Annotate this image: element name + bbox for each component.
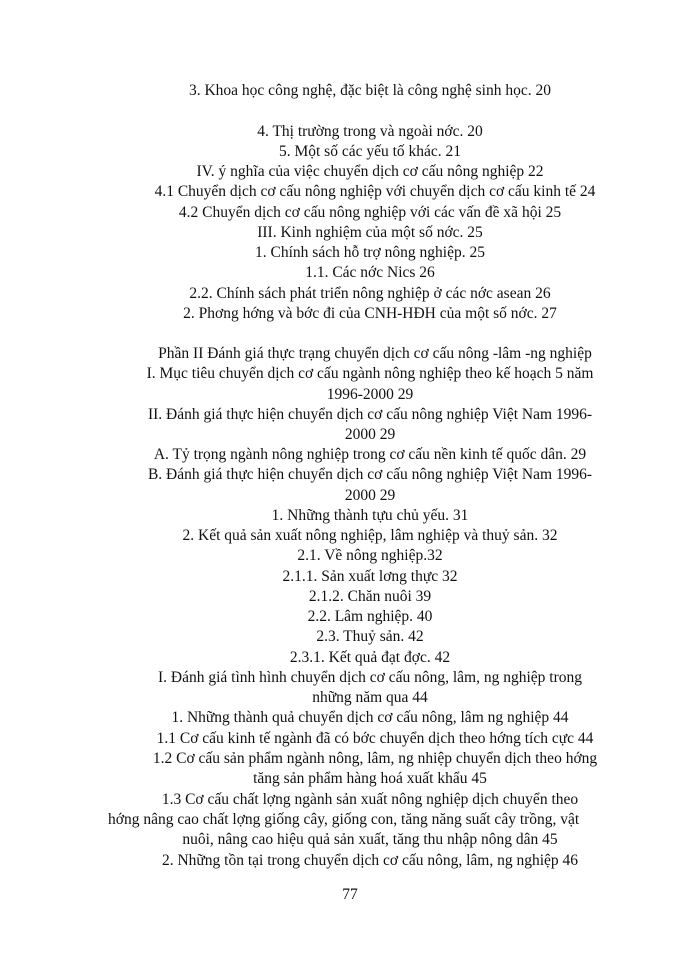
toc-line: 1.3 Cơ cấu chất lợng ngành sản xuất nông nghiệp dịch chuyển theo: [161, 791, 579, 808]
section-heading: Phần II Đánh giá thực trạng chuyển dịch cơ cấu nông -lâm -ng nghiệp: [158, 345, 592, 362]
toc-line: 2000 29: [344, 487, 396, 504]
toc-line: 2.1. Về nông nghiệp.32: [297, 547, 443, 564]
toc-line: 2.3. Thuỷ sản. 42: [316, 628, 424, 645]
toc-line: 2.1.2. Chăn nuôi 39: [308, 588, 432, 605]
toc-line: tăng sản phẩm hàng hoá xuất khẩu 45: [253, 770, 487, 787]
toc-line: 1. Những thành tựu chủ yếu. 31: [271, 507, 469, 524]
toc-line: 1.1 Cơ cấu kinh tế ngành đã có bớc chuyển dịch theo hớng tích cực 44: [156, 730, 594, 747]
toc-line: 1.1. Các nớc Nics 26: [305, 264, 435, 281]
toc-line: B. Đánh giá thực hiện chuyển dịch cơ cấu nông nghiệp Việt Nam 1996-: [147, 466, 593, 483]
toc-line: 2. Phơng hớng và bớc đi của CNH-HĐH của một số nớc. 27: [183, 305, 557, 322]
toc-line: 2000 29: [344, 426, 396, 443]
toc-line: nuôi, nâng cao hiệu quả sản xuất, tăng thu nhập nông dân 45: [182, 831, 558, 848]
toc-line: A. Tỷ trọng ngành nông nghiệp trong cơ cấu nền kinh tế quốc dân. 29: [153, 446, 587, 463]
toc-line: IV. ý nghĩa của việc chuyển dịch cơ cấu nông nghiệp 22: [196, 163, 544, 180]
toc-line: 4. Thị trường trong và ngoài nớc. 20: [257, 123, 483, 140]
toc-line: 4.2 Chuyển dịch cơ cấu nông nghiệp với các vấn đề xã hội 25: [178, 204, 562, 221]
toc-line: những năm qua 44: [312, 689, 428, 706]
toc-line: 4.1 Chuyển dịch cơ cấu nông nghiệp với chuyển dịch cơ cấu kinh tế 24: [154, 183, 596, 200]
toc-line: 2.2. Chính sách phát triển nông nghiệp ở các nớc asean 26: [189, 285, 551, 302]
toc-line: 2.3.1. Kết quả đạt đợc. 42: [289, 649, 451, 666]
toc-line: 3. Khoa học công nghệ, đặc biệt là công nghệ sinh học. 20: [188, 82, 551, 99]
toc-line: 1996-2000 29: [326, 386, 414, 403]
toc-line: hớng nâng cao chất lợng giống cây, giống con, tăng năng suất cây trồng, vật: [108, 811, 580, 828]
toc-line: II. Đánh giá thực hiện chuyển dịch cơ cấu nông nghiệp Việt Nam 1996-: [147, 406, 593, 423]
toc-line: 5. Một số các yếu tố khác. 21: [278, 143, 462, 160]
toc-line: I. Mục tiêu chuyển dịch cơ cấu ngành nông nghiệp theo kế hoạch 5 năm: [146, 365, 594, 382]
toc-line: III. Kinh nghiệm của một số nớc. 25: [257, 224, 483, 241]
toc-line: 1. Những thành quả chuyển dịch cơ cấu nông, lâm ng nghiệp 44: [171, 709, 569, 726]
toc-line: 2. Những tồn tại trong chuyển dịch cơ cấu nông, lâm, ng nghiệp 46: [161, 852, 579, 869]
toc-line: 1.2 Cơ cấu sản phẩm ngành nông, lâm, ng nhiệp chuyển dịch theo hớng: [152, 750, 598, 767]
toc-line: 2.1.1. Sản xuất lơng thực 32: [282, 568, 458, 585]
toc-line: I. Đánh giá tình hình chuyển dịch cơ cấu nông, lâm, ng nghiệp trong: [157, 669, 583, 686]
toc-line: 1. Chính sách hỗ trợ nông nghiệp. 25: [255, 244, 485, 261]
page-number: 77: [342, 886, 358, 903]
toc-line: 2. Kết quả sản xuất nông nghiệp, lâm nghiệp và thuỷ sản. 32: [182, 527, 558, 544]
toc-line: 2.2. Lâm nghiệp. 40: [307, 608, 433, 625]
